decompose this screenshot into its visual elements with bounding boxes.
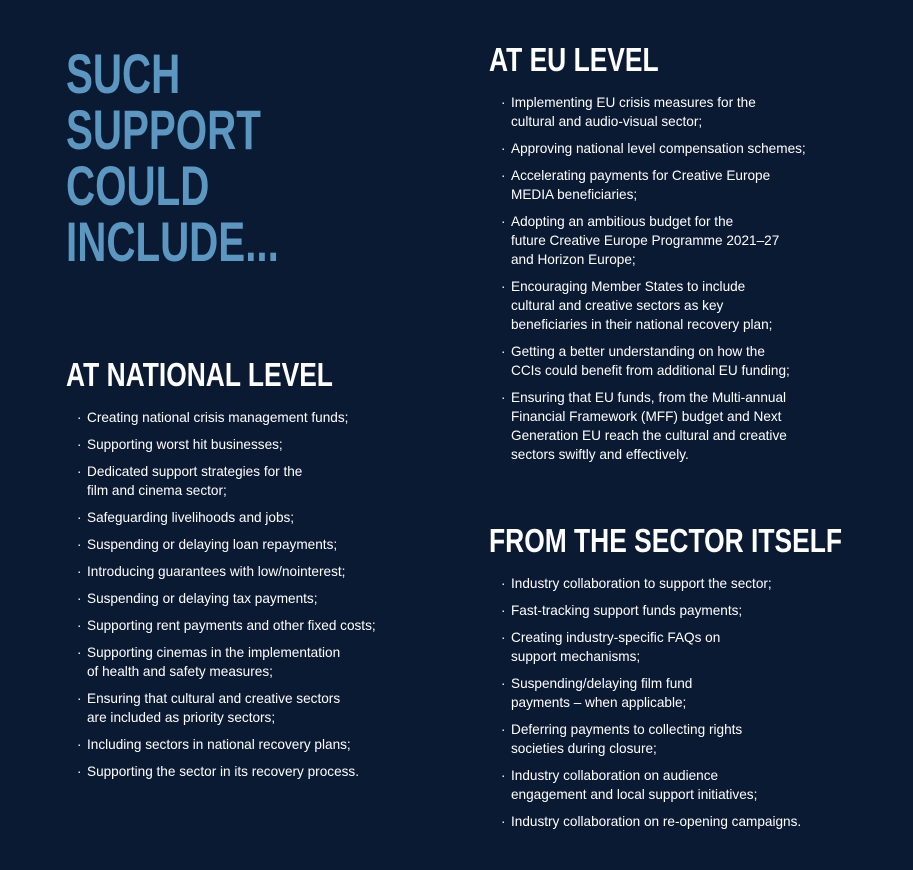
list-item-line: Dedicated support strategies for the <box>87 464 303 479</box>
list-item-line: Generation EU reach the cultural and creative <box>511 428 787 443</box>
list-item-line: Ensuring that cultural and creative sectors <box>87 691 341 706</box>
list-item-line: Encouraging Member States to include <box>511 279 746 294</box>
list-item-line: Ensuring that EU funds, from the Multi-annual <box>511 390 787 405</box>
eu-level-heading: AT EU LEVEL <box>489 41 659 78</box>
list-item-line: Supporting worst hit businesses; <box>87 437 283 452</box>
list-item-line: Approving national level compensation schemes; <box>511 141 806 156</box>
list-item <box>77 435 437 454</box>
list-item-line: sectors swiftly and effectively. <box>511 447 689 462</box>
list-item-line: Suspending/delaying film fund <box>511 676 693 691</box>
list-item <box>501 674 881 712</box>
eu-level-list <box>501 93 881 472</box>
list-item <box>77 589 437 608</box>
list-item-line: and Horizon Europe; <box>511 252 636 267</box>
list-item <box>501 388 881 464</box>
list-item <box>77 643 437 681</box>
list-item-line: Industry collaboration on re-opening campaigns. <box>511 814 802 829</box>
list-item-line: of health and safety measures; <box>87 664 273 679</box>
list-item-line: Suspending or delaying tax payments; <box>87 591 318 606</box>
list-item-line: are included as priority sectors; <box>87 710 276 725</box>
national-level-heading: AT NATIONAL LEVEL <box>66 356 333 393</box>
list-item-line: Fast-tracking support funds payments; <box>511 603 743 618</box>
list-item <box>77 535 437 554</box>
list-item-line: Supporting rent payments and other fixed costs; <box>87 618 376 633</box>
list-item <box>501 720 881 758</box>
list-item-line: Getting a better understanding on how the <box>511 344 765 359</box>
list-item <box>501 93 881 131</box>
list-item <box>77 762 437 781</box>
title-line: SUPPORT <box>66 98 261 161</box>
list-item <box>77 735 437 754</box>
list-item-line: future Creative Europe Programme 2021–27 <box>511 233 780 248</box>
list-item <box>501 812 881 831</box>
list-item-line: Supporting cinemas in the implementation <box>87 645 341 660</box>
list-item-line: Implementing EU crisis measures for the <box>511 95 756 110</box>
list-item <box>501 574 881 593</box>
title-line: INCLUDE... <box>66 210 279 273</box>
list-item-line: Financial Framework (MFF) budget and Next <box>511 409 782 424</box>
list-item-line: CCIs could benefit from additional EU funding; <box>511 363 790 378</box>
national-level-list <box>77 408 437 789</box>
list-item-line: Adopting an ambitious budget for the <box>511 214 734 229</box>
list-item <box>501 166 881 204</box>
list-item-line: cultural and creative sectors as key <box>511 298 724 313</box>
list-item-line: Deferring payments to collecting rights <box>511 722 743 737</box>
list-item <box>501 766 881 804</box>
list-item-line: Creating national crisis management funds; <box>87 410 349 425</box>
list-item <box>501 212 881 269</box>
list-item-line: beneficiaries in their national recovery plan; <box>511 317 773 332</box>
list-item-line: Industry collaboration on audience <box>511 768 719 783</box>
list-item <box>77 508 437 527</box>
list-item-line: Accelerating payments for Creative Europe <box>511 168 771 183</box>
list-item-line: film and cinema sector; <box>87 483 227 498</box>
title-line: COULD <box>66 154 210 217</box>
list-item-line: Including sectors in national recovery plans; <box>87 737 351 752</box>
sector-heading: FROM THE SECTOR ITSELF <box>489 522 842 559</box>
list-item-line: Introducing guarantees with low/nointerest; <box>87 564 346 579</box>
list-item-line: MEDIA beneficiaries; <box>511 187 638 202</box>
list-item-line: support mechanisms; <box>511 649 641 664</box>
list-item-line: Industry collaboration to support the sector; <box>511 576 772 591</box>
list-item-line: Creating industry-specific FAQs on <box>511 630 721 645</box>
list-item <box>501 342 881 380</box>
list-item-line: Supporting the sector in its recovery process. <box>87 764 360 779</box>
list-item-line: cultural and audio-visual sector; <box>511 114 703 129</box>
list-item <box>77 689 437 727</box>
list-item <box>77 562 437 581</box>
title-line: SUCH <box>66 42 181 105</box>
list-item <box>77 616 437 635</box>
list-item <box>501 628 881 666</box>
list-item-line: Safeguarding livelihoods and jobs; <box>87 510 295 525</box>
list-item-line: payments – when applicable; <box>511 695 687 710</box>
list-item <box>77 408 437 427</box>
list-item-line: societies during closure; <box>511 741 657 756</box>
list-item <box>77 462 437 500</box>
list-item <box>501 601 881 620</box>
page-title <box>66 42 279 273</box>
list-item <box>501 139 881 158</box>
list-item-line: Suspending or delaying loan repayments; <box>87 537 338 552</box>
list-item <box>501 277 881 334</box>
list-item-line: engagement and local support initiatives; <box>511 787 758 802</box>
sector-list <box>501 574 881 839</box>
